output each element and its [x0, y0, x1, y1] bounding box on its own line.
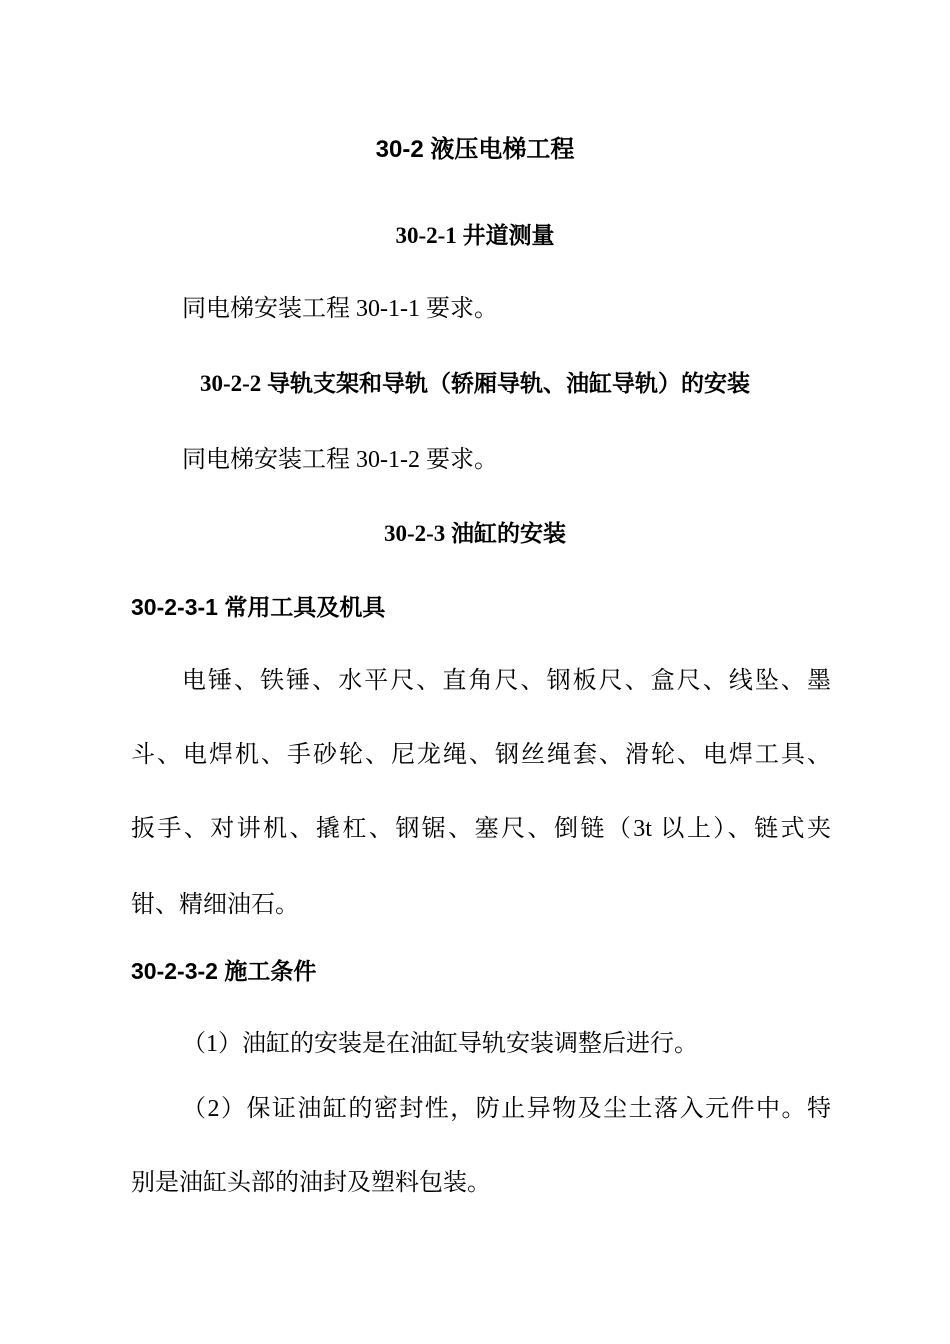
list-item: （2）保证油缸的密封性，防止异物及尘土落入元件中。特: [182, 1096, 831, 1122]
paragraph-line: 电锤、铁锤、水平尺、直角尺、钢板尺、盒尺、线坠、墨: [182, 668, 831, 694]
paragraph-line: 扳手、对讲机、撬杠、钢锯、塞尺、倒链（3t 以上）、链式夹: [131, 816, 831, 842]
subsection-heading-conditions: 30-2-3-2 施工条件: [131, 958, 317, 984]
document-title: 30-2 液压电梯工程: [375, 136, 575, 163]
paragraph-line: 钳、精细油石。: [131, 892, 299, 918]
subsection-heading-tools: 30-2-3-1 常用工具及机具: [131, 594, 386, 620]
section-text-guide-rail: 同电梯安装工程 30-1-2 要求。: [182, 447, 498, 473]
section-heading-guide-rail: 30-2-2 导轨支架和导轨（轿厢导轨、油缸导轨）的安装: [199, 371, 751, 396]
paragraph-line: 斗、电焊机、手砂轮、尼龙绳、钢丝绳套、滑轮、电焊工具、: [131, 742, 831, 768]
list-item: （1）油缸的安装是在油缸导轨安装调整后进行。: [182, 1031, 698, 1057]
list-item-continuation: 别是油缸头部的油封及塑料包装。: [131, 1170, 491, 1196]
section-heading-shaft-survey: 30-2-1 井道测量: [395, 223, 555, 248]
section-heading-cylinder-install: 30-2-3 油缸的安装: [383, 521, 567, 546]
section-text-shaft-survey: 同电梯安装工程 30-1-1 要求。: [182, 296, 498, 322]
